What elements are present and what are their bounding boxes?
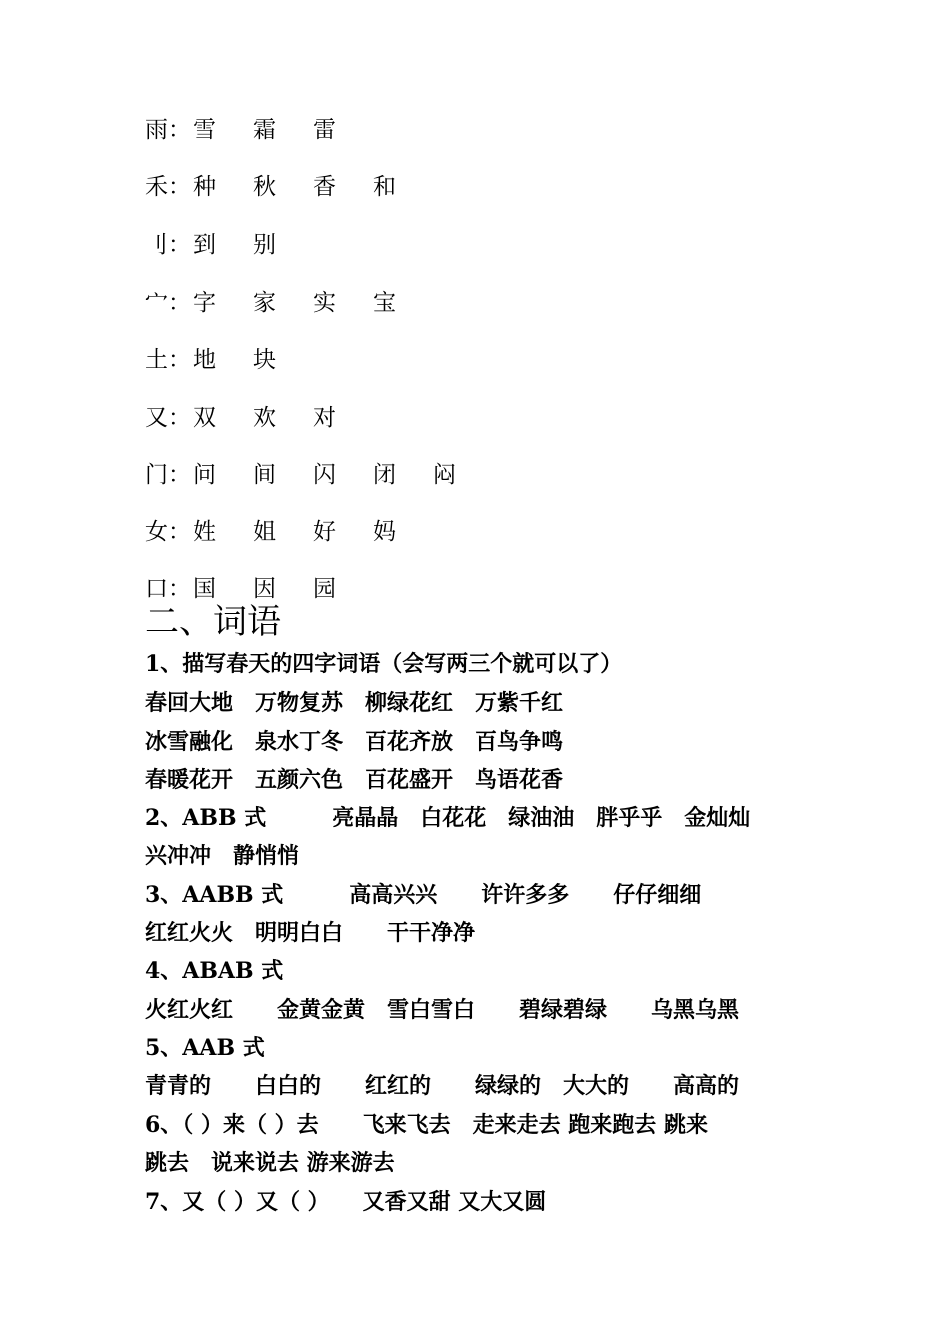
character: 闪 [313, 462, 336, 488]
character: 雪 [193, 117, 216, 143]
character: 地 [193, 347, 216, 373]
word-line: 跳去 说来说去 游来游去 [145, 1150, 395, 1176]
word-line: 火红火红 金黄金黄 雪白雪白 碧绿碧绿 乌黑乌黑 [145, 997, 740, 1023]
character: 因 [253, 576, 276, 602]
radical-row-woman [145, 516, 433, 548]
word-line: 青青的 白白的 红红的 绿绿的 大大的 高高的 [145, 1073, 740, 1099]
radical-label: 口： [145, 576, 191, 602]
character: 到 [193, 232, 216, 258]
subsection-heading: 5、AAB 式 [145, 1035, 265, 1061]
character: 问 [193, 462, 216, 488]
radical-label: 宀： [145, 290, 191, 316]
word-line: 3、AABB 式 高高兴兴 许许多多 仔仔细细 [145, 882, 702, 908]
character: 姐 [253, 519, 276, 545]
subsection-heading: 4、ABAB 式 [145, 958, 284, 984]
character: 间 [253, 462, 276, 488]
character: 别 [253, 232, 276, 258]
radical-row-roof [145, 287, 433, 319]
radical-label: 土： [145, 347, 191, 373]
word-line: 2、ABB 式 亮晶晶 白花花 绿油油 胖乎乎 金灿灿 [145, 805, 751, 831]
character: 家 [253, 290, 276, 316]
radical-label: 刂： [145, 232, 191, 258]
character: 妈 [373, 519, 396, 545]
character: 和 [373, 174, 396, 200]
radical-row-door [145, 459, 493, 491]
character: 香 [313, 174, 336, 200]
character: 闷 [433, 462, 456, 488]
character: 字 [193, 290, 216, 316]
radical-label: 门： [145, 462, 191, 488]
radical-row-earth [145, 344, 313, 376]
word-line: 6、（ ）来（ ）去 飞来飞去 走来走去 跑来跑去 跳来 [145, 1112, 708, 1138]
radical-row-grain [145, 171, 433, 203]
radical-row-knife [145, 229, 313, 261]
character: 实 [313, 290, 336, 316]
word-line: 兴冲冲 静悄悄 [145, 843, 300, 869]
word-line: 红红火火 明明白白 干干净净 [145, 920, 476, 946]
radical-row-rain [145, 114, 373, 146]
character: 种 [193, 174, 216, 200]
character: 闭 [373, 462, 396, 488]
character: 欢 [253, 405, 276, 431]
radical-row-again [145, 402, 373, 434]
character: 对 [313, 405, 336, 431]
radical-label: 又： [145, 405, 191, 431]
word-line: 春暖花开 五颜六色 百花盛开 鸟语花香 [145, 767, 564, 793]
character: 秋 [253, 174, 276, 200]
subsection-heading: 1、描写春天的四字词语（会写两三个就可以了） [145, 651, 623, 677]
character: 双 [193, 405, 216, 431]
section-title: 二、词语 [145, 602, 281, 642]
character: 好 [313, 519, 336, 545]
character: 霜 [253, 117, 276, 143]
word-line: 7、又（ ）又（ ） 又香又甜 又大又圆 [145, 1189, 547, 1215]
character: 园 [313, 576, 336, 602]
character: 国 [193, 576, 216, 602]
radical-label: 雨： [145, 117, 191, 143]
character: 宝 [373, 290, 396, 316]
character: 姓 [193, 519, 216, 545]
radical-label: 禾： [145, 174, 191, 200]
character: 块 [253, 347, 276, 373]
word-line: 冰雪融化 泉水丁冬 百花齐放 百鸟争鸣 [145, 729, 564, 755]
character: 雷 [313, 117, 336, 143]
word-line: 春回大地 万物复苏 柳绿花红 万紫千红 [145, 690, 564, 716]
radical-label: 女： [145, 519, 191, 545]
